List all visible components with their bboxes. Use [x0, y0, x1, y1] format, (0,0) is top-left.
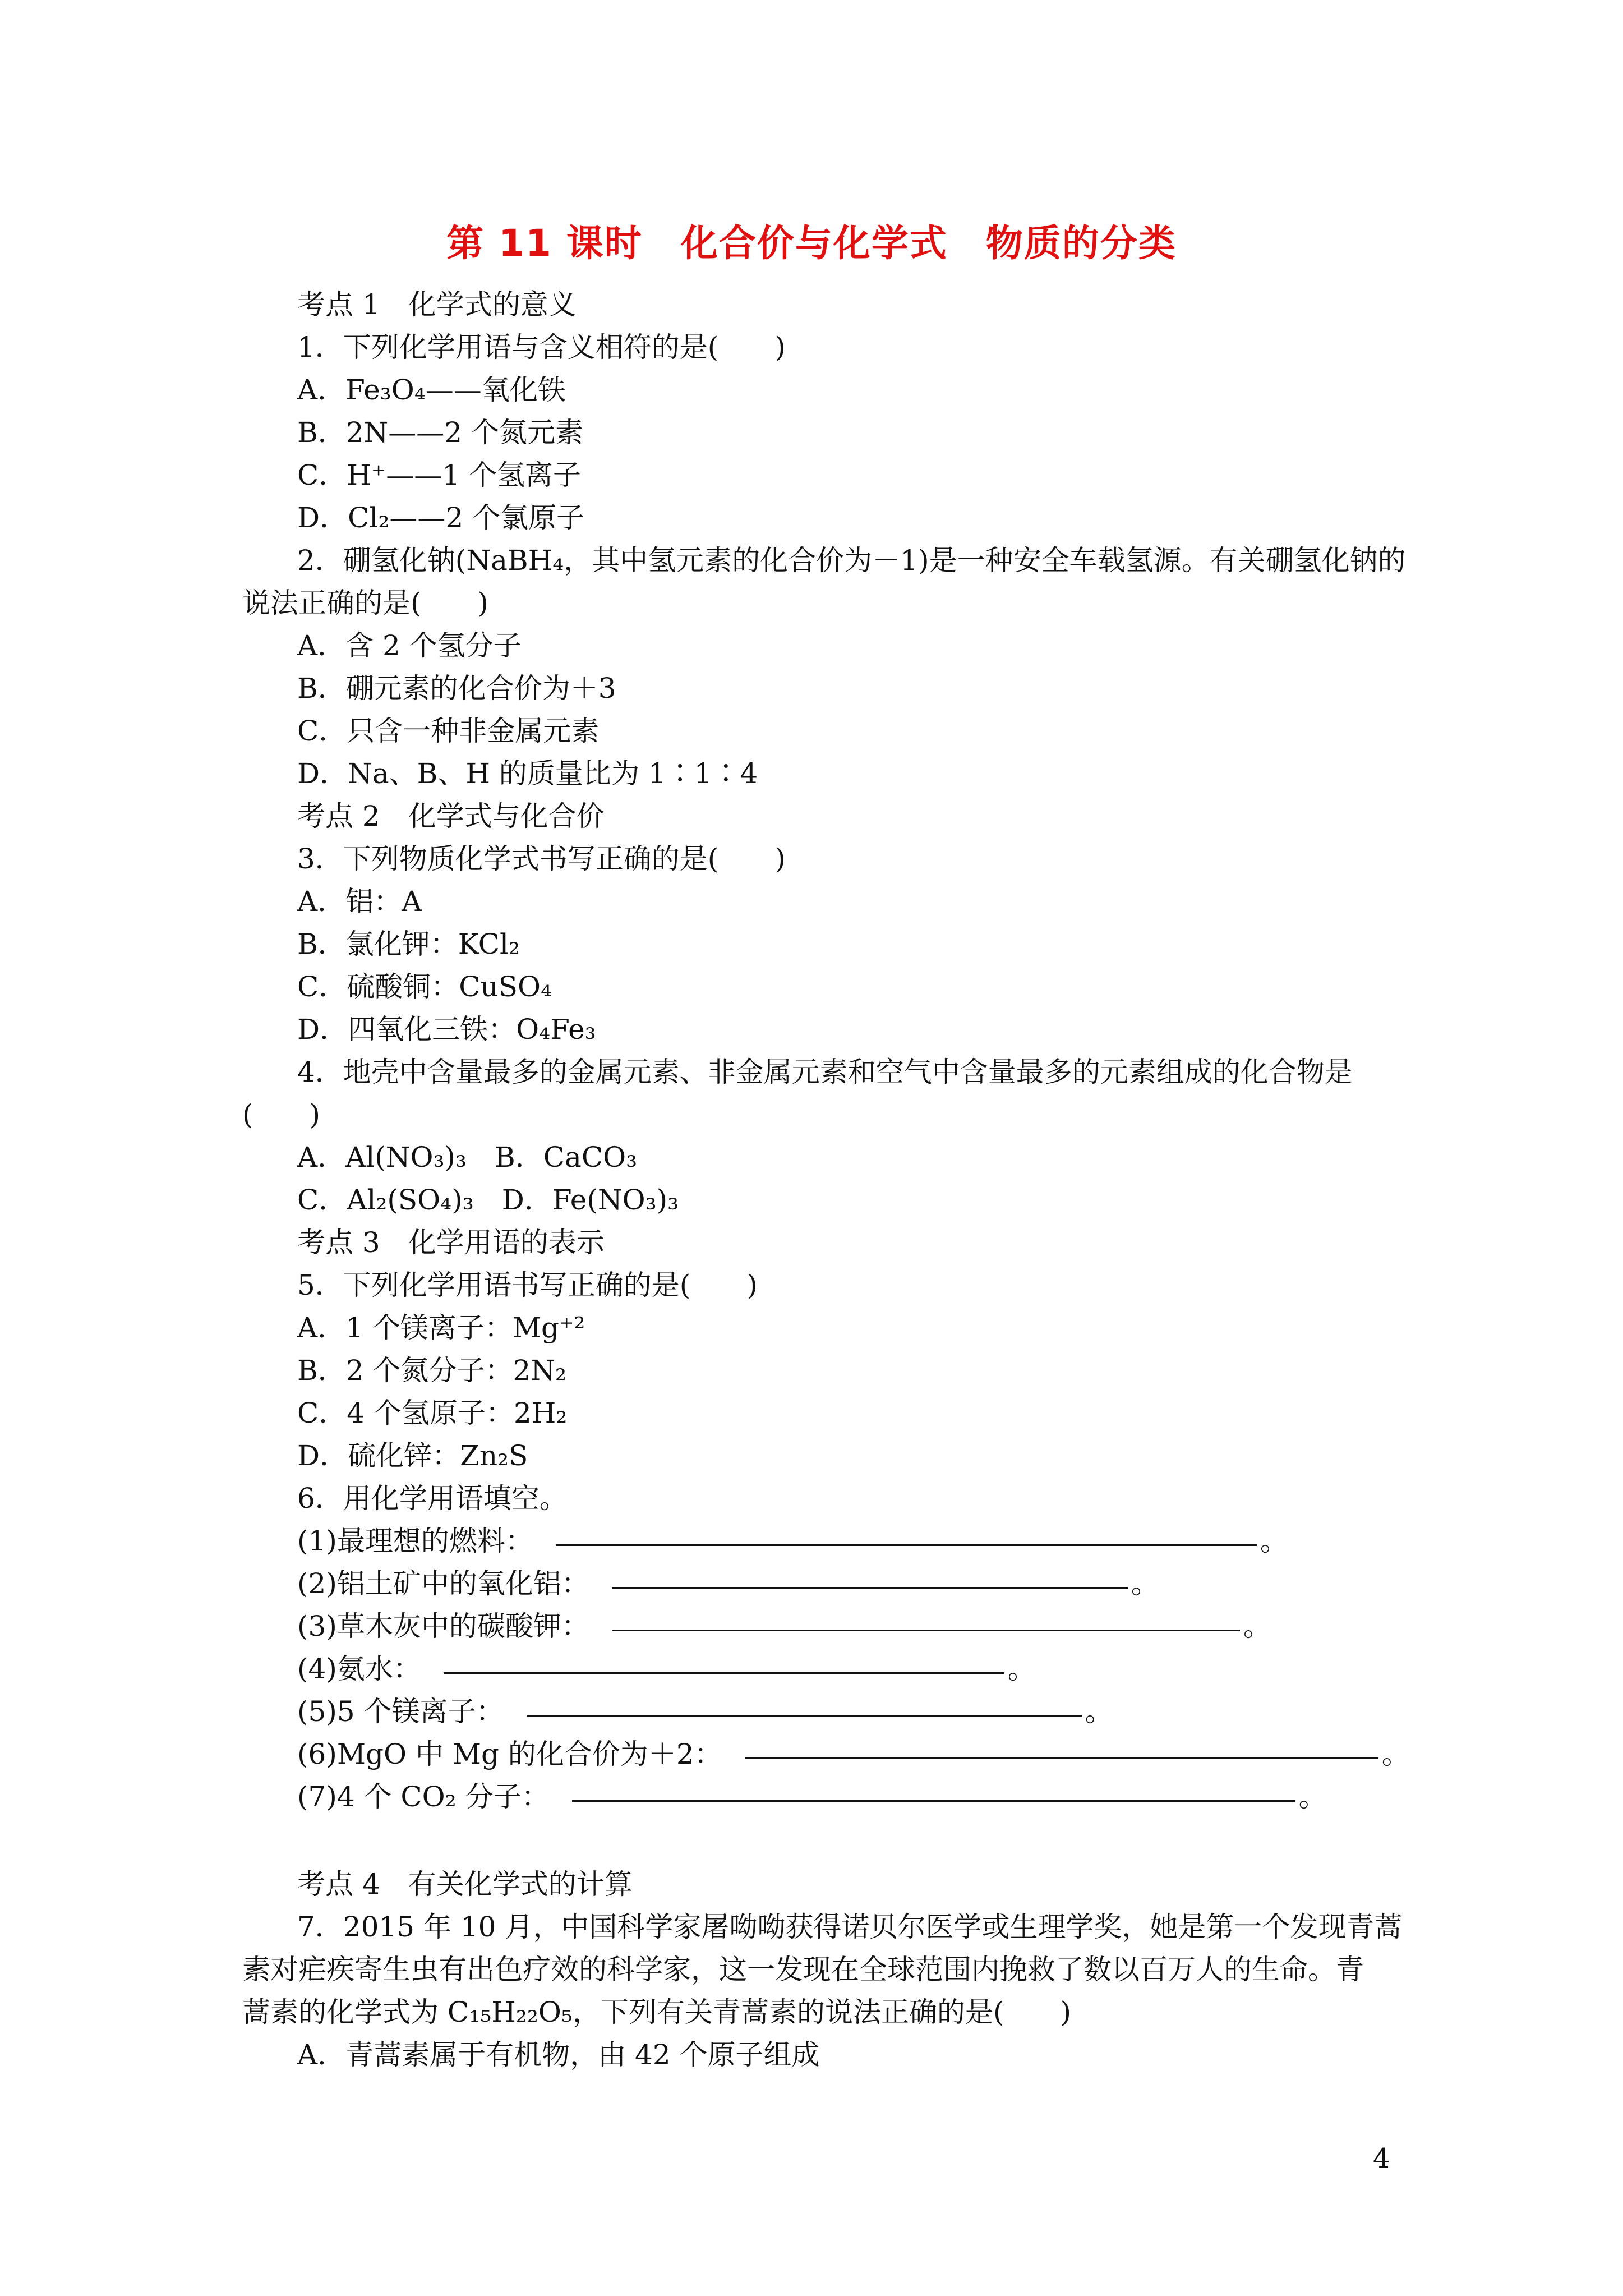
answer-blank-1[interactable] [556, 1544, 1257, 1546]
q3-option-c: C．硫酸铜：CuSO₄ [297, 970, 552, 1003]
q5-option-d: D．硫化锌：Zn₂S [297, 1439, 528, 1472]
q6-item-1-label: (1)最理想的燃料： [297, 1525, 533, 1557]
q6-item-4-end: 。 [1007, 1653, 1036, 1685]
q6-item-6-label: (6)MgO 中 Mg 的化合价为＋2： [297, 1738, 722, 1770]
q1-option-b: B．2N——2 个氮元素 [297, 416, 584, 449]
q3-option-a: A．铝：A [297, 885, 422, 918]
q6-item-5 [297, 1694, 1113, 1729]
q6-item-4-label: (4)氨水： [297, 1653, 421, 1685]
q1-option-c: C．H⁺——1 个氢离子 [297, 459, 581, 491]
q6-item-3-label: (3)草木灰中的碳酸钾： [297, 1610, 589, 1642]
question-4: 4．地壳中含量最多的金属元素、非金属元素和空气中含量最多的元素组成的化合物是 [297, 1056, 1353, 1088]
question-2-cont: 说法正确的是( ) [242, 587, 489, 619]
q6-item-2 [297, 1566, 1159, 1601]
question-7-cont-1: 素对疟疾寄生虫有出色疗效的科学家，这一发现在全球范围内挽救了数以百万人的生命。青 [242, 1953, 1364, 1986]
q1-option-a: A．Fe₃O₄——氧化铁 [297, 374, 566, 406]
q6-item-3-end: 。 [1243, 1610, 1271, 1642]
q6-item-2-label: (2)铝土矿中的氧化铝： [297, 1567, 589, 1600]
q6-item-5-label: (5)5 个镁离子： [297, 1695, 504, 1728]
q6-item-7 [297, 1779, 1327, 1814]
q6-item-6 [297, 1737, 1410, 1772]
q6-item-1 [297, 1524, 1288, 1558]
q6-item-6-end: 。 [1381, 1738, 1410, 1770]
q2-option-a: A．含 2 个氢分子 [297, 629, 522, 662]
q2-option-c: C．只含一种非金属元素 [297, 715, 600, 747]
q6-item-1-end: 。 [1260, 1525, 1288, 1557]
section-heading-2: 考点 2 化学式与化合价 [297, 800, 605, 832]
answer-blank-2[interactable] [612, 1587, 1128, 1589]
answer-blank-3[interactable] [612, 1630, 1240, 1631]
q5-option-a: A．1 个镁离子：Mg⁺² [297, 1312, 585, 1344]
q3-option-d: D．四氧化三铁：O₄Fe₃ [297, 1013, 596, 1046]
question-6: 6．用化学用语填空。 [297, 1482, 568, 1515]
q4-options-ab: A．Al(NO₃)₃ B．CaCO₃ [297, 1141, 638, 1174]
question-1: 1．下列化学用语与含义相符的是( ) [297, 331, 786, 364]
answer-blank-4[interactable] [444, 1672, 1004, 1674]
q6-item-5-end: 。 [1085, 1695, 1113, 1728]
section-heading-4: 考点 4 有关化学式的计算 [297, 1868, 633, 1901]
question-7: 7．2015 年 10 月，中国科学家屠呦呦获得诺贝尔医学或生理学奖，她是第一个发现青蒿 [297, 1911, 1403, 1943]
page-number: 4 [1373, 2143, 1390, 2174]
q5-option-c: C．4 个氢原子：2H₂ [297, 1397, 568, 1429]
q7-option-a: A．青蒿素属于有机物，由 42 个原子组成 [297, 2039, 820, 2071]
answer-blank-5[interactable] [527, 1715, 1082, 1717]
page-title: 第 11 课时 化合价与化学式 物质的分类 [446, 222, 1177, 265]
section-heading-3: 考点 3 化学用语的表示 [297, 1226, 605, 1259]
question-2: 2．硼氢化钠(NaBH₄，其中氢元素的化合价为－1)是一种安全车载氢源。有关硼氢化钠的 [297, 544, 1406, 577]
question-3: 3．下列物质化学式书写正确的是( ) [297, 843, 786, 875]
question-7-cont-2: 蒿素的化学式为 C₁₅H₂₂O₅，下列有关青蒿素的说法正确的是( ) [242, 1996, 1071, 2028]
q6-item-2-end: 。 [1131, 1567, 1159, 1600]
section-heading-1: 考点 1 化学式的意义 [297, 288, 577, 321]
q1-option-d: D．Cl₂——2 个氯原子 [297, 501, 585, 534]
question-5: 5．下列化学用语书写正确的是( ) [297, 1269, 758, 1301]
q6-item-7-end: 。 [1298, 1780, 1327, 1813]
q2-option-d: D．Na、B、H 的质量比为 1∶1∶4 [297, 757, 758, 790]
answer-blank-7[interactable] [572, 1800, 1295, 1802]
q4-options-cd: C．Al₂(SO₄)₃ D．Fe(NO₃)₃ [297, 1184, 679, 1216]
q6-item-4 [297, 1651, 1036, 1686]
q6-item-3 [297, 1609, 1271, 1644]
q3-option-b: B．氯化钾：KCl₂ [297, 928, 520, 960]
q2-option-b: B．硼元素的化合价为＋3 [297, 672, 616, 705]
q6-item-7-label: (7)4 个 CO₂ 分子： [297, 1780, 550, 1813]
answer-blank-6[interactable] [745, 1757, 1378, 1759]
q5-option-b: B．2 个氮分子：2N₂ [297, 1354, 567, 1387]
question-4-cont: ( ) [242, 1098, 321, 1131]
